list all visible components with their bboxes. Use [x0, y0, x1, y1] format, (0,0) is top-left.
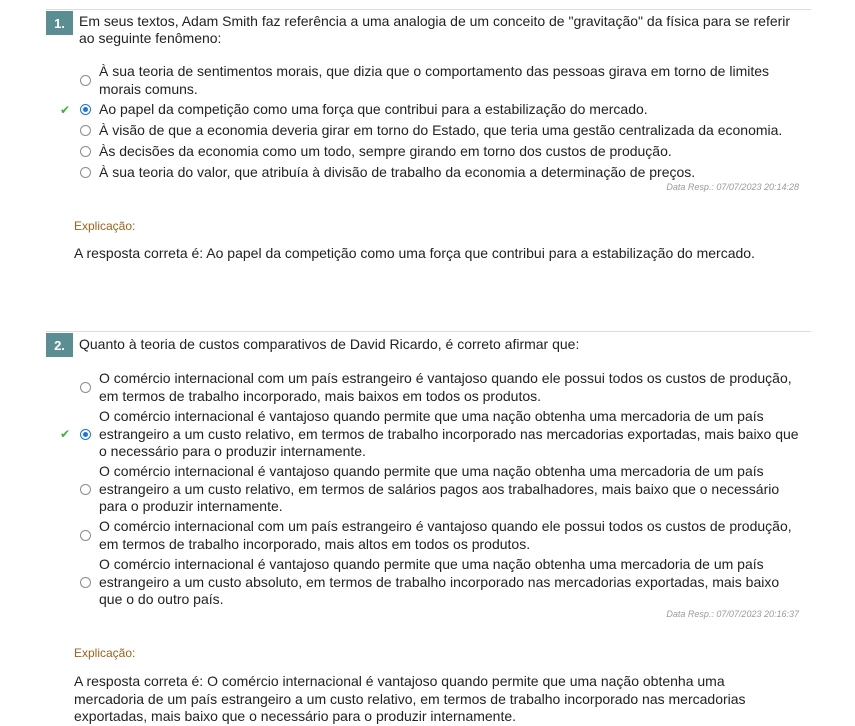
- question-2-timestamp: Data Resp.: 07/07/2023 20:16:37: [666, 609, 799, 619]
- question-2-option-2[interactable]: [60, 408, 800, 461]
- radio-button[interactable]: [80, 530, 91, 541]
- option-text: O comércio internacional é vantajoso quando permite que uma nação obtenha uma mercadoria de um país estrangeiro a um custo absoluto, em termos de trabalho incorporado nas mercadorias exportadas, mais baixo que o do outro país.: [99, 556, 780, 607]
- question-1-text: Em seus textos, Adam Smith faz referência a uma analogia de um conceito de "gravitação" da física para se referir ao seguinte fenômeno:: [79, 13, 791, 46]
- question-2-explanation: A resposta correta é: O comércio internacional é vantajoso quando permite que uma nação obtenha uma mercadoria de um país estrangeiro a um custo relativo, em termos de trabalho incorporado nas mercadorias exportadas, mais baixo que o necessário para o produzir internamente.: [74, 673, 746, 724]
- check-icon: ✔: [60, 427, 71, 442]
- question-1-timestamp: Data Resp.: 07/07/2023 20:14:28: [666, 182, 799, 192]
- radio-button-selected[interactable]: [80, 429, 91, 440]
- question-2-option-3[interactable]: [60, 463, 800, 516]
- question-1-option-5[interactable]: [60, 164, 800, 182]
- question-2-divider: [46, 331, 811, 332]
- question-2-option-4[interactable]: [60, 518, 800, 553]
- question-1-divider: [46, 9, 811, 10]
- radio-button[interactable]: [80, 382, 91, 393]
- question-1-option-4[interactable]: [60, 143, 800, 161]
- option-text: O comércio internacional é vantajoso quando permite que uma nação obtenha uma mercadoria de um país estrangeiro a um custo relativo, em termos de salários pagos aos trabalhadores, mais baixo que o necessário para o produzir internamente.: [99, 463, 780, 514]
- option-text: À sua teoria de sentimentos morais, que dizia que o comportamento das pessoas girava em torno de limites morais comuns.: [99, 63, 770, 97]
- radio-button[interactable]: [80, 146, 91, 157]
- check-icon: ✔: [60, 102, 71, 117]
- question-2-text: Quanto à teoria de custos comparativos de David Ricardo, é correto afirmar que:: [79, 336, 580, 352]
- option-text: O comércio internacional com um país estrangeiro é vantajoso quando ele possui todos os custos de produção, em termos de trabalho incorporado, mais baixos em todos os produtos.: [99, 370, 792, 404]
- option-text: O comércio internacional é vantajoso quando permite que uma nação obtenha uma mercadoria de um país estrangeiro a um custo relativo, em termos de trabalho incorporado nas mercadorias exportadas, mais baixo que o necessário para o produzir internamente.: [99, 408, 799, 459]
- question-2-number: 2.: [46, 333, 73, 357]
- option-text: O comércio internacional com um país estrangeiro é vantajoso quando ele possui todos os custos de produção, em termos de trabalho incorporado, mais altos em todos os produtos.: [99, 518, 792, 552]
- radio-button[interactable]: [80, 167, 91, 178]
- question-1-option-1[interactable]: [60, 63, 800, 98]
- question-2-explanation-label: Explicação:: [74, 646, 136, 660]
- question-1-option-2[interactable]: [60, 101, 800, 119]
- option-text: Ao papel da competição como uma força que contribui para a estabilização do mercado.: [99, 101, 648, 117]
- radio-button[interactable]: [80, 484, 91, 495]
- question-1-explanation-label: Explicação:: [74, 219, 136, 233]
- option-text: À sua teoria do valor, que atribuía à divisão de trabalho da economia a determinação de preços.: [99, 164, 696, 180]
- option-text: À visão de que a economia deveria girar em torno do Estado, que teria uma gestão centralizada da economia.: [99, 122, 783, 138]
- question-1-number: 1.: [46, 11, 73, 35]
- radio-button[interactable]: [80, 125, 91, 136]
- radio-button[interactable]: [80, 577, 91, 588]
- question-1-explanation: A resposta correta é: Ao papel da competição como uma força que contribui para a estabilização do mercado.: [74, 245, 755, 261]
- radio-button[interactable]: [80, 75, 91, 86]
- question-2-option-5[interactable]: [60, 556, 800, 609]
- question-2-option-1[interactable]: [60, 370, 800, 405]
- question-1-option-3[interactable]: [60, 122, 800, 140]
- radio-button-selected[interactable]: [80, 104, 91, 115]
- option-text: Às decisões da economia como um todo, sempre girando em torno dos custos de produção.: [99, 143, 672, 159]
